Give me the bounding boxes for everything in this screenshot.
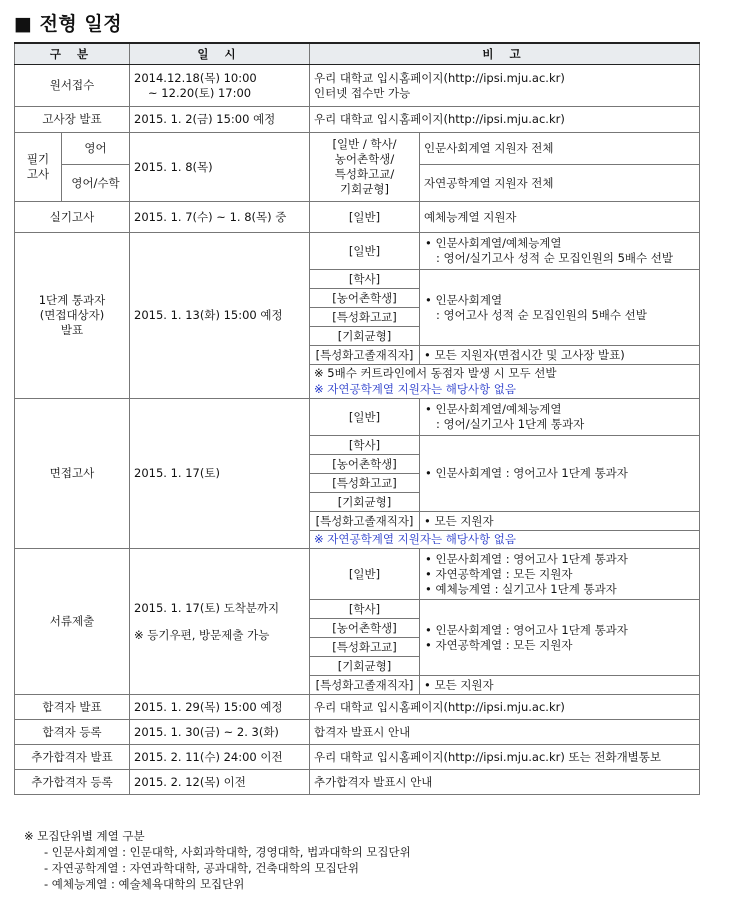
- note-docs-group-1: • 인문사회계열 : 영어고사 1단계 통과자: [425, 622, 628, 637]
- remark-interview-na: ※ 자연공학계열 지원자는 해당사항 없음: [310, 531, 700, 549]
- note-venue: 우리 대학교 입시홈페이지(http://ipsi.mju.ac.kr): [310, 107, 700, 133]
- label-additional-registration: 추가합격자 등록: [15, 770, 130, 795]
- type-docs-bachelor: [학사]: [310, 600, 420, 619]
- row-docs-general: [15, 549, 700, 600]
- date-interview: 2015. 1. 17(토): [130, 399, 310, 549]
- note-practical: 예체능계열 지원자: [420, 202, 700, 233]
- row-registration: [15, 720, 700, 745]
- note-stage1-employed: • 모든 지원자(면접시간 및 고사장 발표): [420, 346, 700, 365]
- footnote-title: ※ 모집단위별 계열 구분: [24, 829, 145, 843]
- label-additional-pass: 추가합격자 발표: [15, 745, 130, 770]
- note-interview-group: [420, 436, 700, 512]
- types-written: [일반 / 학사/ 농어촌학생/ 특성화고교/ 기회균형]: [310, 133, 420, 202]
- label-written-math: 영어/수학: [62, 165, 130, 202]
- type-interview-vocational: [특성화고교]: [310, 474, 420, 493]
- note-application: [310, 65, 700, 107]
- label-written-english: 영어: [62, 133, 130, 165]
- date-docs-deadline: 2015. 1. 17(토) 도착분까지: [134, 600, 280, 615]
- date-stage1: 2015. 1. 13(화) 15:00 예정: [130, 233, 310, 399]
- type-stage1-rural: [농어촌학생]: [310, 289, 420, 308]
- date-additional-pass: 2015. 2. 11(수) 24:00 이전: [130, 745, 310, 770]
- note-docs-group: [420, 600, 700, 676]
- type-interview-equity: [기회균형]: [310, 493, 420, 512]
- type-stage1-employed: [특성화고졸재직자]: [310, 346, 420, 365]
- label-pass: 합격자 발표: [15, 695, 130, 720]
- note-docs-group-2: • 자연공학계열 : 모든 지원자: [425, 637, 573, 652]
- note-additional-registration: 추가합격자 발표시 안내: [310, 770, 700, 795]
- row-application: [15, 65, 700, 107]
- header-remarks: 비 고: [310, 43, 700, 65]
- label-practical: 실기고사: [15, 202, 130, 233]
- type-docs-equity: [기회균형]: [310, 657, 420, 676]
- footnote: [24, 828, 411, 892]
- row-additional-registration: [15, 770, 700, 795]
- note-application-url: 우리 대학교 입시홈페이지(http://ipsi.mju.ac.kr): [314, 70, 565, 85]
- note-stage1-general: [420, 233, 700, 270]
- type-interview-rural: [농어촌학생]: [310, 455, 420, 474]
- type-stage1-general: [일반]: [310, 233, 420, 270]
- note-registration: 합격자 발표시 안내: [310, 720, 700, 745]
- type-interview-employed: [특성화고졸재직자]: [310, 512, 420, 531]
- header-datetime: 일 시: [130, 43, 310, 65]
- note-stage1-group: [420, 270, 700, 346]
- date-written: 2015. 1. 8(목): [130, 133, 310, 202]
- date-practical: 2015. 1. 7(수) ~ 1. 8(목) 중: [130, 202, 310, 233]
- schedule-table: [14, 42, 700, 795]
- note-stage1-group-2: : 영어고사 성적 순 모집인원의 5배수 선발: [436, 307, 647, 322]
- note-stage1-group-1: • 인문사회계열: [425, 292, 503, 307]
- type-practical: [일반]: [310, 202, 420, 233]
- note-docs-employed: • 모든 지원자: [420, 676, 700, 695]
- note-docs-general: [420, 549, 700, 600]
- note-docs-general-1: • 인문사회계열 : 영어고사 1단계 통과자: [425, 551, 628, 566]
- type-docs-general: [일반]: [310, 549, 420, 600]
- date-docs: [130, 549, 310, 695]
- note-interview-general: [420, 399, 700, 436]
- footnote-line-engineering: - 자연공학계열 : 자연과학대학, 공과대학, 건축대학의 모집단위: [44, 861, 359, 875]
- page-title: ■ 전형 일정: [14, 13, 123, 35]
- date-application: [130, 65, 310, 107]
- date-application-end: ~ 12.20(토) 17:00: [148, 85, 252, 100]
- row-stage1-general: [15, 233, 700, 270]
- date-venue: 2015. 1. 2(금) 15:00 예정: [130, 107, 310, 133]
- header-category: 구 분: [15, 43, 130, 65]
- type-docs-vocational: [특성화고교]: [310, 638, 420, 657]
- note-written-1: 인문사회계열 지원자 전체: [420, 133, 700, 165]
- footnote-line-arts: - 예체능계열 : 예술체육대학의 모집단위: [44, 877, 245, 891]
- note-interview-general-1: • 인문사회계열/예체능계열: [425, 402, 562, 416]
- label-docs: 서류제출: [15, 549, 130, 695]
- note-application-online: 인터넷 접수만 가능: [314, 85, 411, 100]
- row-practical: [15, 202, 700, 233]
- type-docs-rural: [농어촌학생]: [310, 619, 420, 638]
- note-interview-group-1: • 인문사회계열 : 영어고사 1단계 통과자: [425, 466, 628, 480]
- type-interview-general: [일반]: [310, 399, 420, 436]
- note-written-2: 자연공학계열 지원자 전체: [420, 165, 700, 202]
- label-stage1: 1단계 통과자 (면접대상자) 발표: [15, 233, 130, 399]
- remark-stage1-na: ※ 자연공학계열 지원자는 해당사항 없음: [310, 382, 700, 399]
- label-written-exam: 필기 고사: [15, 133, 62, 202]
- note-stage1-general-1: • 인문사회계열/예체능계열: [425, 236, 562, 250]
- row-venue: [15, 107, 700, 133]
- date-pass: 2015. 1. 29(목) 15:00 예정: [130, 695, 310, 720]
- label-registration: 합격자 등록: [15, 720, 130, 745]
- note-interview-employed: • 모든 지원자: [420, 512, 700, 531]
- label-interview: 면접고사: [15, 399, 130, 549]
- date-docs-note: ※ 등기우편, 방문제출 가능: [134, 627, 270, 642]
- type-interview-bachelor: [학사]: [310, 436, 420, 455]
- note-stage1-general-2: : 영어/실기고사 성적 순 모집인원의 5배수 선발: [436, 251, 673, 265]
- note-interview-general-2: : 영어/실기고사 1단계 통과자: [436, 417, 585, 431]
- header-row: [15, 43, 700, 65]
- label-application: 원서접수: [15, 65, 130, 107]
- date-registration: 2015. 1. 30(금) ~ 2. 3(화): [130, 720, 310, 745]
- date-application-start: 2014.12.18(목) 10:00: [134, 70, 257, 85]
- type-docs-employed: [특성화고졸재직자]: [310, 676, 420, 695]
- note-docs-general-2: • 자연공학계열 : 모든 지원자: [425, 566, 573, 581]
- date-additional-registration: 2015. 2. 12(목) 이전: [130, 770, 310, 795]
- remark-stage1-tie: ※ 5배수 커트라인에서 동점자 발생 시 모두 선발: [310, 365, 700, 382]
- row-additional-pass: [15, 745, 700, 770]
- footnote-line-humanities: - 인문사회계열 : 인문대학, 사회과학대학, 경영대학, 법과대학의 모집단위: [44, 845, 411, 859]
- label-venue: 고사장 발표: [15, 107, 130, 133]
- type-stage1-bachelor: [학사]: [310, 270, 420, 289]
- note-pass: 우리 대학교 입시홈페이지(http://ipsi.mju.ac.kr): [310, 695, 700, 720]
- row-interview-general: [15, 399, 700, 436]
- type-stage1-equity: [기회균형]: [310, 327, 420, 346]
- row-pass: [15, 695, 700, 720]
- type-stage1-vocational: [특성화고교]: [310, 308, 420, 327]
- row-written-english: [15, 133, 700, 165]
- note-docs-general-3: • 예체능계열 : 실기고사 1단계 통과자: [425, 581, 617, 596]
- note-additional-pass: 우리 대학교 입시홈페이지(http://ipsi.mju.ac.kr) 또는 전화개별통보: [310, 745, 700, 770]
